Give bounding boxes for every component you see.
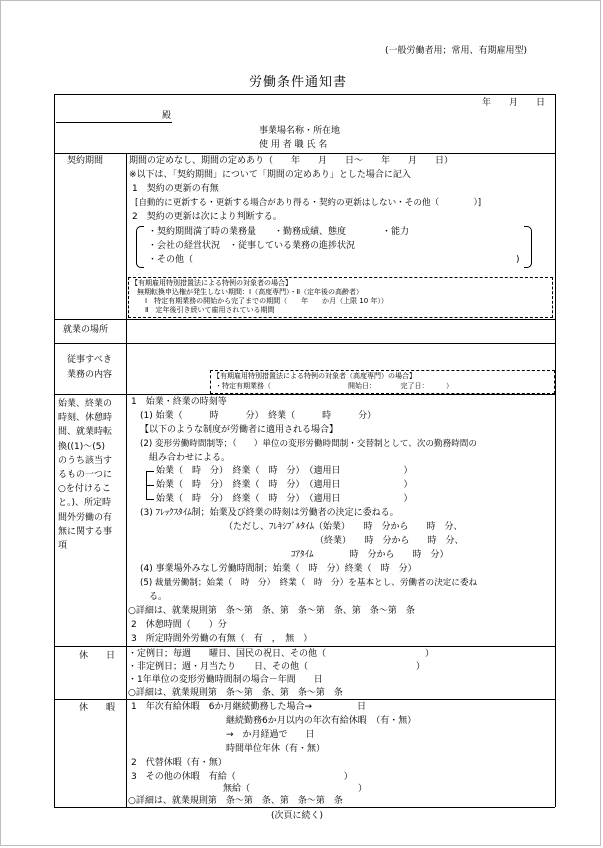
label-line: と。)、所定時 [58,498,112,509]
holidays-label: 休 日 [79,651,116,661]
label-column-divider [126,153,127,807]
employer-name-label: 使 用 者 職 氏 名 [259,140,328,150]
row-separator [54,699,555,700]
table-right-border [555,94,556,807]
hours-line: 3 所定時間外労働の有無（ 有 ， 無 ） [131,634,313,644]
special-line: Ⅰ 特定有期業務の開始から完了までの期間（ 年 か月（上限 10 年）） [145,297,388,305]
special-line: 無期転換申込権が発生しない期間：Ⅰ（高度専門）・Ⅱ（定年後の高齢者） [137,288,364,296]
leave-line: 継続勤務6か月以内の年次有給休暇 （有・無） [226,716,417,726]
addressee-underline [56,122,172,123]
contract-line: 期間の定めなし、期間の定めあり（ 年 月 日～ 年 月 日） [129,156,454,166]
label-line: 間、就業時転 [58,427,113,438]
hours-line: る。 [140,592,168,602]
leave-line: ○詳細は、就業規則第 条～第 条、第 条～第 条 [128,796,343,806]
leave-label: 休 暇 [79,703,116,713]
hours-line: ○詳細は、就業規則第 条～第 条、第 条～第 条、第 条～第 条 [128,606,415,616]
hours-line: (3) ﾌﾚｯｸｽﾀｲﾑ制；始業及び終業の時刻は労働者の決定に委ねる。 [140,508,399,518]
label-line: 時刻、休憩時 [58,413,113,424]
special-line: 【有期雇用特別措置法による特例の対象者の場合】 [131,279,292,287]
hours-line: 【以下のような制度が労働者に適用される場合】 [140,425,339,435]
addressee-suffix: 殿 [162,111,172,121]
table-bottom-border [54,807,555,808]
special-line: Ⅱ 定年後引き続いて雇用されている期間 [145,306,275,314]
hours-line: 組み合わせによる。 [140,453,231,463]
label-line: 無に関する事 [58,526,113,537]
row-separator [54,319,555,320]
shift-bracket-tick [146,499,154,500]
hours-line: (5) 裁量労働制；始業（ 時 分） 終業（ 時 分）を基本とし、労働者の決定に委ね [140,578,478,588]
label-line: 換((1)～(5) [58,441,106,452]
contract-line: 1 契約の更新の有無 [132,184,219,194]
working-hours-label [58,397,112,553]
hours-line: ｺｱﾀｲﾑ 時 分から 時 分） [291,550,449,560]
shift-bracket-tick [146,485,154,486]
duties-label-2: 業務の内容 [67,370,113,380]
judge-item: ・その他（ [148,255,194,265]
row-separator [54,646,555,647]
duties-box-title: 【有期雇用特別措置法による特例の対象者（高度専門）の場合】 [213,372,416,380]
leave-line: → か月経過で 日 [226,730,315,740]
contract-period-label: 契約期間 [67,156,104,166]
hours-line: (4) 事業場外みなし労働時間制；始業（ 時 分）終業（ 時 分） [140,564,417,574]
hours-line: (2) 変形労働時間制等；（ ）単位の変形労働時間制・交替制として、次の勤務時間の [140,439,477,449]
row-separator [54,394,555,395]
leave-line: 1 年次有給休暇 6か月継続勤務した場合→ 日 [131,702,366,712]
label-line: ○を付けるこ [58,484,111,495]
shift-line: 始業（ 時 分） 終業（ 時 分） （適用日 ） [156,466,413,476]
shift-line: 始業（ 時 分） 終業（ 時 分） （適用日 ） [156,494,413,504]
judge-item: ・契約期間満了時の業務量 ・勤務成績、態度 ・能力 [148,227,410,237]
holiday-line: ・定例日；毎週 曜日、国民の祝日、その他（ ） [128,649,435,659]
date-line: 年 月 日 [482,98,546,108]
label-line: 間外労働の有 [58,512,113,523]
hours-line: 1 始業・終業の時刻等 [131,397,227,407]
shift-bracket-tick [146,471,154,472]
label-line: のうち該当す [58,455,113,466]
hours-line: (1) 始業（ 時 分） 終業（ 時 分） [140,411,377,421]
table-left-border [54,94,55,807]
duties-box-line: ・特定有期業務（ 開始日： 完了日： ） [215,382,453,390]
hours-line: （ただし、ﾌﾚｷｼﾌﾞﾙﾀｲﾑ（始業） 時 分から 時 分、 [224,522,463,532]
form-type-note: (一般労働者用；常用、有期雇用型) [385,46,528,56]
leave-line: 無給（ ） [223,784,368,794]
contract-line: [自動的に更新する・更新する場合があり得る・契約の更新はしない・その他（ ）] [135,198,482,208]
continued-note: (次頁に続く) [271,811,324,821]
contract-line: ※以下は、「契約期間」について「期間の定めあり」とした場合に記入 [129,170,411,180]
leave-line: 2 代替休暇（有・無） [131,758,227,768]
hours-line: 2 休憩時間（ ）分 [131,620,227,630]
shift-line: 始業（ 時 分） 終業（ 時 分） （適用日 ） [156,480,413,490]
judge-item-close: ) [516,255,520,265]
duties-label-1: 従事すべき [67,355,112,365]
leave-line: 3 その他の休暇 有給（ ） [131,772,353,782]
table-top-border [54,94,555,95]
document-title: 労働条件通知書 [249,75,348,90]
judge-item: ・会社の経営状況 ・従事している業務の進捗状況 [148,241,356,251]
hours-line: （終業） 時 分から 時 分、 [315,536,464,546]
workplace-label: 就業の場所 [63,325,109,335]
holiday-line: ・1年単位の変形労働時間制の場合－年間 日 [128,675,323,685]
holiday-line: ○詳細は、就業規則第 条～第 条、第 条～第 条 [128,688,343,698]
leave-line: 時間単位年休（有・無） [226,744,326,754]
holiday-line: ・非定例日；週・月当たり 日、その他（ ） [128,662,426,672]
label-line: 項 [58,541,68,552]
row-separator [54,343,555,344]
label-line: るもの一つに [58,470,113,481]
right-brace [524,226,532,268]
employer-address-label: 事業場名称・所在地 [259,126,341,136]
contract-line: 2 契約の更新は次により判断する。 [132,212,282,222]
left-brace [136,226,144,268]
row-separator [54,153,555,154]
label-line: 始業、終業の [58,399,113,409]
